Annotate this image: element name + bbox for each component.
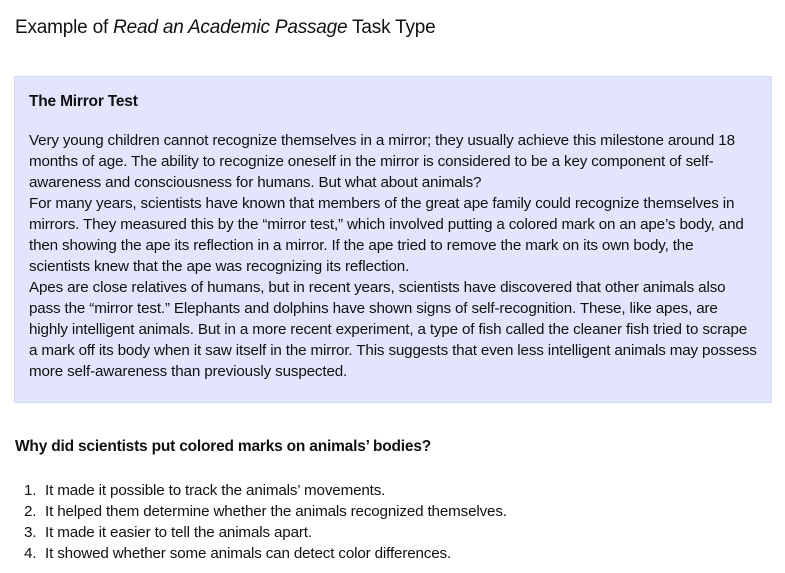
option-text: It helped them determine whether the animals recognized themselves. — [45, 503, 507, 520]
page-title-prefix: Example of — [15, 17, 114, 38]
option-text: It made it possible to track the animals’ movements. — [45, 482, 386, 499]
passage-paragraph-2: For many years, scientists have known that members of the great ape family could recognize themselves in mirrors. They measured this by the “mirror test,” which involved putting a colored mark on an ape’s body, and then showing the ape its reflection in a mirror. If the ape tried to remove the mark on its own body, the scientists knew that the ape was recognizing its reflection. — [29, 195, 744, 275]
option-number: 1. — [24, 482, 37, 499]
question-text: Why did scientists put colored marks on animals’ bodies? — [15, 438, 432, 455]
option-number: 2. — [24, 503, 37, 520]
page-title-emphasis: Read an Academic Passage — [113, 17, 348, 38]
page-title-suffix: Task Type — [347, 17, 436, 38]
passage-paragraph-3: Apes are close relatives of humans, but in recent years, scientists have discovered that other animals also pass the “mirror test.” Elephants and dolphins have shown signs of self-recognition. These, like apes, are highly intelligent animals. But in a more recent experiment, a type of fish called the cleaner fish tried to scrape a mark off its body when it saw itself in the mirror. This suggests that even less intelligent animals may possess more self-awareness than previously suspected. — [29, 279, 757, 380]
option-number: 4. — [24, 545, 37, 562]
answer-options — [24, 480, 507, 564]
page-title — [15, 17, 436, 39]
option-text: It made it easier to tell the animals apart. — [45, 524, 312, 541]
answer-option-4[interactable] — [24, 543, 507, 564]
passage-paragraph-1: Very young children cannot recognize themselves in a mirror; they usually achieve this milestone around 18 months of age. The ability to recognize oneself in the mirror is considered to be a key component of self-awareness and consciousness for humans. But what about animals? — [29, 132, 735, 191]
option-number: 3. — [24, 524, 37, 541]
answer-option-2[interactable] — [24, 501, 507, 522]
passage-box — [14, 76, 772, 403]
answer-option-1[interactable] — [24, 480, 507, 501]
passage-title: The Mirror Test — [29, 93, 138, 110]
answer-option-3[interactable] — [24, 522, 507, 543]
option-text: It showed whether some animals can detect color differences. — [45, 545, 452, 562]
